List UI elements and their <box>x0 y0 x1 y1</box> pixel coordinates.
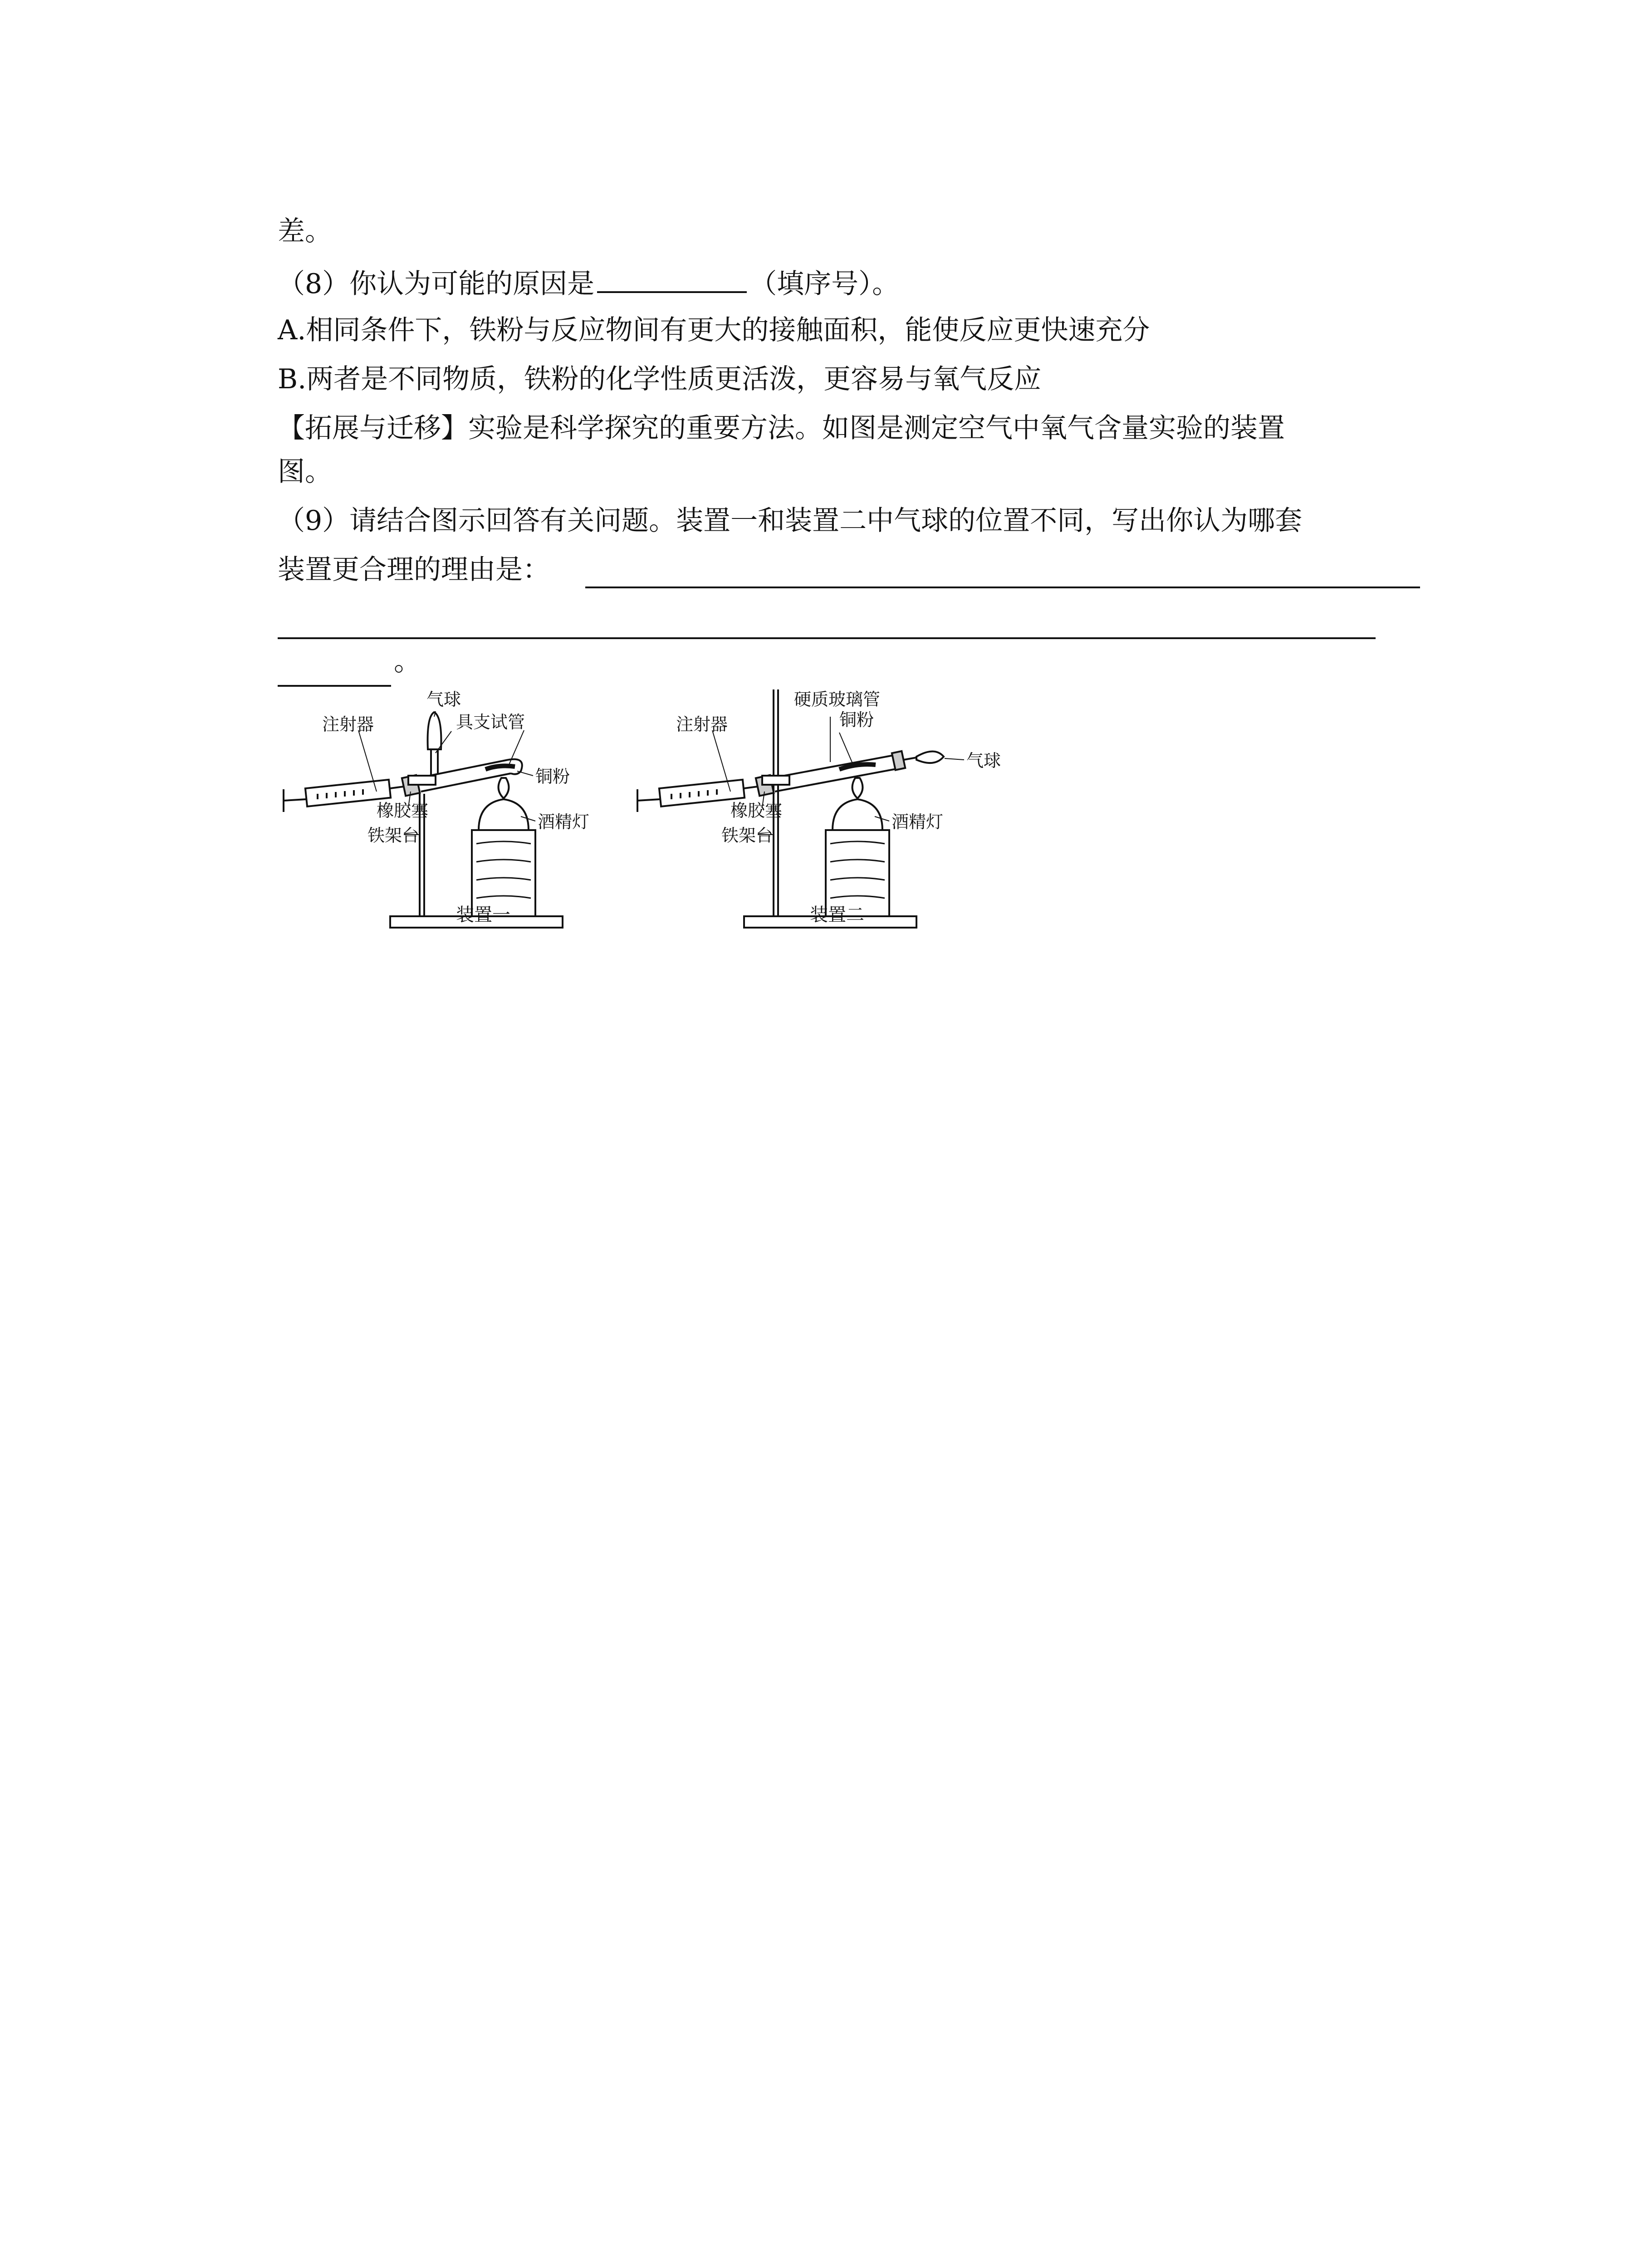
copper-powder-icon <box>485 766 515 769</box>
question-8-hint: （填序号）。 <box>749 268 900 300</box>
label-syringe-1: 注射器 <box>322 714 374 734</box>
extension-paragraph-line-2: 图。 <box>278 456 332 488</box>
label-copper-1: 铜粉 <box>535 767 570 787</box>
alcohol-lamp-icon <box>826 778 889 916</box>
answer-blank-8[interactable] <box>597 263 747 293</box>
option-b: B.两者是不同物质，铁粉的化学性质更活泼，更容易与氧气反应 <box>278 363 1042 395</box>
label-stand-1: 铁架台 <box>367 826 420 846</box>
answer-end-mark: 。 <box>394 645 421 677</box>
label-tube-2: 硬质玻璃管 <box>794 689 881 709</box>
extension-paragraph-line-1: 【拓展与迁移】实验是科学探究的重要方法。如图是测定空气中氧气含量实验的装置 <box>278 412 1285 444</box>
label-copper-2: 铜粉 <box>839 710 874 730</box>
hard-glass-tube-icon <box>772 751 916 792</box>
text-line-1: 差。 <box>278 215 332 247</box>
balloon-icon <box>916 752 944 763</box>
label-lamp-2: 酒精灯 <box>892 812 944 832</box>
label-stopper-2: 橡胶塞 <box>730 801 783 821</box>
caption-device-2: 装置二 <box>810 904 864 925</box>
question-9-line-2: 装置更合理的理由是： <box>278 554 550 586</box>
label-syringe-2: 注射器 <box>676 714 728 734</box>
question-9-line-1: （9）请结合图示回答有关问题。装置一和装置二中气球的位置不同，写出你认为哪套 <box>278 505 1303 537</box>
balloon-icon <box>428 712 441 749</box>
caption-device-1: 装置一 <box>456 904 510 925</box>
alcohol-lamp-icon <box>472 778 535 916</box>
label-balloon-2: 气球 <box>966 751 1001 771</box>
label-balloon-1: 气球 <box>426 689 461 709</box>
label-tube-1: 具支试管 <box>456 712 525 732</box>
question-8-text: （8）你认为可能的原因是 <box>278 268 595 300</box>
label-lamp-1: 酒精灯 <box>538 812 590 832</box>
apparatus-figure <box>272 680 1021 943</box>
answer-line-9a[interactable] <box>585 587 1420 588</box>
question-8 <box>278 263 899 302</box>
answer-line-9b[interactable] <box>278 637 1376 639</box>
label-stand-2: 铁架台 <box>721 826 774 846</box>
option-a: A.相同条件下，铁粉与反应物间有更大的接触面积，能使反应更快速充分 <box>278 314 1150 346</box>
label-stopper-1: 橡胶塞 <box>377 801 429 821</box>
